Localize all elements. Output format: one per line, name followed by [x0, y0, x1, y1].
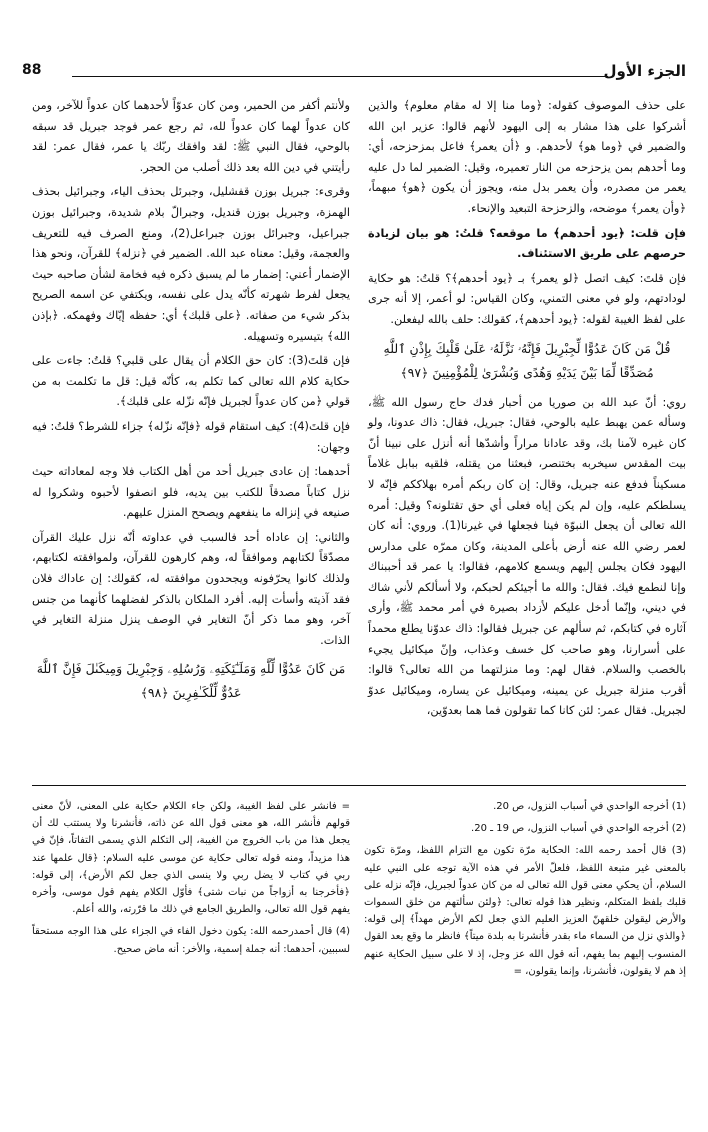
footnote-1: (1) أخرجه الواحدي في أسباب النزول، ص 20.: [493, 801, 686, 812]
page-number: 88: [22, 62, 42, 78]
paragraph: ولأنتم أكفر من الحمير، ومن كان عدوّاً لأحدهما كان عدواً للآخر، ومن كان عدواً لهما كان عدواً لله، ثم رجع عمر فوجد جبريل قد سبقه بالوحي، فقال النبي ﷺ: لقد وافقك ربّك يا عمر، فقال عمر: لقد رأيتني في دين الله بعد ذلك أصلب من الحجر.: [32, 99, 350, 174]
running-header: [22, 62, 686, 88]
footnote-3: (3) قال أحمد رحمه الله: الحكاية مرّة تكون مع التزام اللفظ، ومرّة تكون بالمعنى غير متبعة اللفظ، فلعلّ الأمر في هذه الآية توجه على النبي عليه السلام، أن يحكي معنى قول الله تعالى له من كان عدواً لجبريل، فإنّه نزله على قلبك بلفظ المتكلم، ونظير هذا قوله تعالى: ﴿ولئن سألتهم من خلق السموات والأرض ليقولن خلقهنّ العزيز العليم الذي جعل لكم الأرض مهداً﴾ إلى قوله: ﴿والذي نزل من السماء ماء بقدر فأنشرنا به بلدة ميتاً﴾ فانظر ما وقع بعد القول المنسوب إليهم بما يفهم، أنه قول الله عز وجل، إذ لا على سبيل الحكاية عنهم إذ هم لا يقولون، فأنشرنا، وإنما يقولون، =: [364, 845, 686, 977]
paragraph: والثاني: إن عاداه أحد فالسبب في عداوته أنّه نزل عليك القرآن مصدّقاً لكتابهم وموافقاً له، وهم كارهون للقرآن، ولموافقته لكتابهم، ولذلك كانوا يحرّفونه ويجحدون موافقته له، كقولك: إن عاداك فلان فقد آذيته وأسأت إليه. أفرد الملكان بالذكر لفضلهما كأنهما من جنس آخر، وهو مما ذكر أنّ التغاير في الوصف ينزل منزلة التغاير في الذات.: [32, 530, 350, 647]
footnote-4: (4) قال أحمدرحمه الله: يكون دخول الفاء في الجزاء على هذا الوجه مستحقاً لسببين، أحدهما: أنه جملة إسمية، والأخر: أنه ماض صحيح.: [32, 926, 350, 955]
footnote-separator: [32, 785, 686, 786]
right-column: [368, 96, 686, 726]
paragraph: وقرىء: جبريل بوزن قفشليل، وجبرئل بحذف الياء، وجبرائيل بحذف الهمزة، وجبريل بوزن قنديل، وجبرالّ بلام شديدة، وجبرائيل بوزن جبراعيل، وجبرائل بوزن جبراعل(2)، ومنع الصرف فيه للتعريف والعجمة، وقيل: معناه عبد الله. الضمير في ﴿نزله﴾ للقرآن، ونحو هذا الإضمار أعني: إضمار ما لم يسبق ذكره فيه فخامة لشأن صاحبه حيث يجعل لفرط شهرته كأنّه يدل على نفسه، ويكتفي عن اسمه الصريح بذكر شيء من صفاته. ﴿على قلبك﴾ أي: حفظه إيّاك وفهمكه. ﴿بإذن الله﴾ بتيسيره وتسهيله.: [32, 185, 350, 343]
question-paragraph: فإن قلتَ(4): كيف استقام قوله ﴿فإنّه نزّله﴾ جزاء للشرط؟ قلتُ: فيه وجهان:: [32, 419, 351, 454]
header-rule: [72, 76, 608, 77]
quran-verse-98: مَن كَانَ عَدُوًّا لِّلَّهِ وَمَلَـٰٓئِكَتِهِۦ وَرُسُلِهِۦ وَجِبْرِيلَ وَمِيكَىٰلَ فَإِنَّ ٱللَّهَ عَدُوٌّ لِّلْكَـٰفِرِينَ ﴿٩٨﴾: [36, 661, 346, 701]
paragraph: على حذف الموصوف كقوله: ﴿وما منا إلا له مقام معلوم﴾ والذين أشركوا على هذا مشار به إلى اليهود لأنهم قالوا: عزير ابن الله والضمير في ﴿وما هو﴾ لأحدهم. و ﴿أن يعمر﴾ فاعل بمزحزحه، أي: وما أحدهم بمن يزحزحه من النار تعميره، وقيل: الضمير لما دل عليه يعمر من مصدره، وأن يعمر بدل منه، ويجوز أن يكون ﴿هو﴾ مبهماً، ﴿وأن يعمر﴾ موضحه، والزحزحة التبعيد والإنحاء.: [368, 99, 686, 215]
left-column: [32, 96, 350, 713]
question-paragraph: فإن قلت: ﴿يود أحدهم﴾ ما موقعه؟ قلتُ: هو بيان لزيادة حرصهم على طريق الاستئناف.: [368, 226, 686, 261]
footnotes-left: [32, 798, 350, 963]
quran-verse-97: قُلْ مَن كَانَ عَدُوًّا لِّجِبْرِيلَ فَإِنَّهُۥ نَزَّلَهُۥ عَلَىٰ قَلْبِكَ بِإِذْنِ ٱللَّهِ مُصَدِّقًا لِّمَا بَيْنَ يَدَيْهِ وَهُدًى وَبُشْرَىٰ لِلْمُؤْمِنِينَ ﴿٩٧﴾: [383, 340, 671, 380]
footnotes-right: [364, 798, 686, 985]
footnote-2: (2) أخرجه الواحدي في أسباب النزول، ص 19 ـ 20.: [471, 823, 686, 835]
footnote-3-continued: = فانشر على لفظ الغيبة، ولكن جاء الكلام حكاية على المعنى، لأنّ معنى قولهم فأنشر الله، هو معنى قول الله عن ذاته، فأنشرنا ولا يستتب لك أن يجعل هذا من باب الخروج من الغيبة، إلى التكلم الذي يسمى التفاتاً، فإنّ في هذا مزيداً، ومنه قوله تعالى حكاية عن موسى عليه السلام: ﴿قال علمها عند ربي في كتاب لا يضل ربي ولا ينسى الذي جعل لكم الأرض﴾، إلى قوله: ﴿فأخرجنا به أزواجاً من نبات شتى﴾ فأوّل الكلام يفهم قول موسى، وأخره يفهم قول الله تعالى، والطريق الجامع في ذلك ما قرّرته، والله أعلم.: [32, 801, 350, 916]
part-title: الجزء الأول: [603, 62, 686, 80]
paragraph: روي: أنّ عبد الله بن صوريا من أحبار فدك حاج رسول الله ﷺ، وسأله عمن يهبط عليه بالوحي، فقال: جبريل، فقال: ذاك عدونا، ولو كان غيره لآمنا بك، وقد عادانا مراراً وأشدّها أنه أنزل على نبينا أنّ بيت المقدس سيخربه بختنصر، فبعثنا من يقتله، فلقيه ببابل غلاماً مسكيناً فدفع عنه جبريل، وقال: إن كان ربكم أمره بهلاككم فإنّه لا يسلطكم عليه، وإن لم يكن إياه فعلى أي حق تقتلونه؟ وقيل: أمره الله تعالى أن يجعل النبوّة فينا فجعلها في غيرنا(1). وروي: أنه كان لعمر رضي الله عنه أرض بأعلى المدينة، وكان ممرّه على مدارس اليهود فكان يجلس إليهم ويسمع كلامهم، فقالوا: يا عمر قد أحببناك وإنا لنطمع فيك. فقال: والله ما أجيئكم لحبكم، ولا أسألكم لأني شاك في ديني، وإنّما أدخل عليكم لأزداد بصيرة في أمر محمد ﷺ، وأرى آثاره في كتابكم، ثم سألهم عن جبريل فقالوا: ذاك عدوّنا يطلع محمداً على أسرارنا، وهو صاحب كل خسف وعذاب، وإنّ ميكائيل يجيء بالخصب والسلام. فقال لهم: وما منزلتهما من الله تعالى؟ قالوا: أقرب منزلة جبريل عن يمينه، وميكائيل عن يساره، وميكائيل عدوّ لجبريل. فقال عمر: لئن كانا كما تقولون فما هما بعدوّين،: [368, 395, 686, 718]
paragraph: أحدهما: إن عادى جبريل أحد من أهل الكتاب فلا وجه لمعاداته حيث نزل كتاباً مصدقاً للكتب بين يديه، فلو انصفوا لأحبوه وشكروا له صنيعه في إنزاله ما ينفعهم ويصحح المنزل عليهم.: [32, 465, 350, 520]
paragraph: فإن قلتَ: كيف اتصل ﴿لو يعمر﴾ بـ ﴿يود أحدهم﴾؟ قلتُ: هو حكاية لودادتهم، ولو في معنى التمني، وكان القياس: لو أعمر، إلا أنه جرى على لفظ الغيبة لقوله: ﴿يود أحدهم﴾، كقولك: حلف بالله ليفعلن.: [368, 271, 686, 326]
question-paragraph: فإن قلتَ(3): كان حق الكلام أن يقال على قلبي؟ قلتُ: جاءت على حكاية كلام الله تعالى كما تكلم به، كأنّه قيل: قل ما تكلمت به من قولي ﴿من كان عدواً لجبريل فإنّه نزّله على قلبك﴾.: [32, 354, 350, 409]
